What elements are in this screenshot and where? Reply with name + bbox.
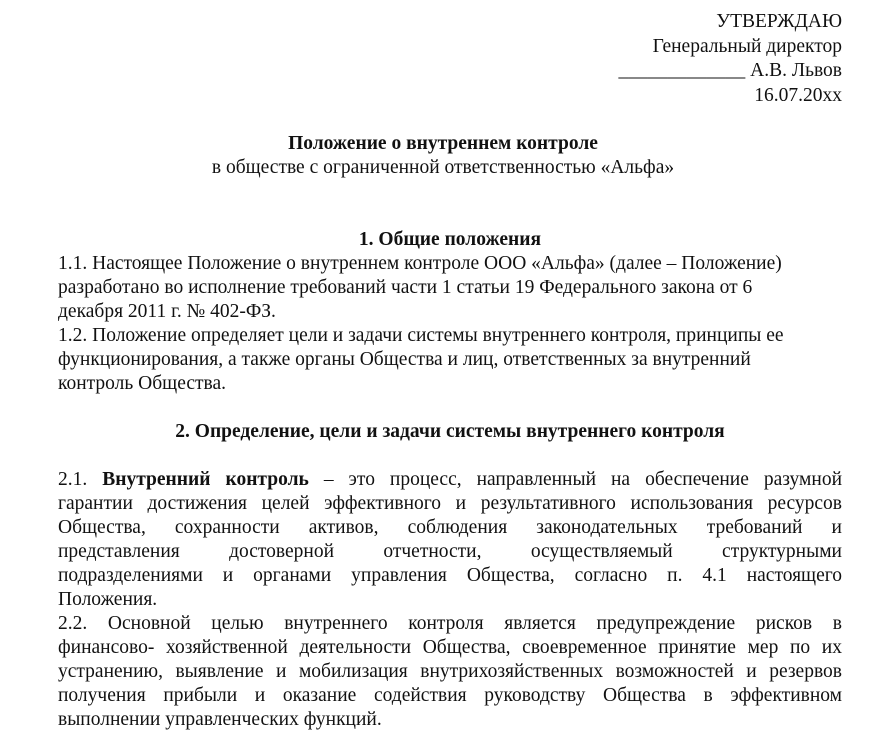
section-2: [58, 420, 842, 732]
text-line: получения прибыли и оказание содействия руководству Общества в эффективном: [58, 685, 842, 706]
approval-block: [619, 10, 843, 108]
text-line: представления достоверной отчетности, осуществляемый структурными: [58, 541, 842, 562]
approval-position: Генеральный директор: [652, 35, 842, 57]
text-line: контроль Общества.: [58, 373, 226, 394]
text-line: 1.2. Положение определяет цели и задачи системы внутреннего контроля, принципы ее: [58, 325, 784, 346]
paragraph-2-1-first-line: [58, 468, 842, 492]
text-line: разработано во исполнение требований части 1 статьи 19 Федерального закона от 6: [58, 277, 753, 298]
approval-signature: _____________ А.В. Львов: [618, 60, 842, 81]
text-line: подразделениями и органами управления Общества, согласно п. 4.1 настоящего: [58, 565, 842, 586]
text-line: 2.2. Основной целью внутреннего контроля является предупреждение рисков в: [58, 613, 842, 634]
text-span: – это процесс, направленный на обеспечение разумной: [323, 469, 843, 490]
text-line: выполнении управленческих функций.: [58, 709, 382, 730]
text-line: 1.1. Настоящее Положение о внутреннем контроле ООО «Альфа» (далее – Положение): [58, 253, 782, 274]
approval-date: 16.07.20хх: [754, 84, 842, 106]
section-2-heading: 2. Определение, цели и задачи системы внутреннего контроля: [175, 421, 725, 442]
document-title: [0, 132, 886, 180]
paragraph-number: 2.1.: [58, 469, 88, 490]
title-sub: в обществе с ограниченной ответственностью «Альфа»: [211, 157, 675, 178]
text-line: Положения.: [58, 589, 158, 610]
title-main: Положение о внутреннем контроле: [288, 133, 598, 154]
section-1: [58, 228, 842, 396]
text-line: финансово- хозяйственной деятельности Общества, своевременное принятие мер по их: [58, 637, 842, 658]
text-line: Общества, сохранности активов, соблюдения законодательных требований и: [58, 517, 842, 538]
text-line: функционирования, а также органы Общества и лиц, ответственных за внутренний: [58, 349, 751, 370]
text-line: устранению, выявление и мобилизация внутрихозяйственных возможностей и резервов: [58, 661, 842, 682]
text-line: гарантии достижения целей эффективного и результативного использования ресурсов: [58, 493, 842, 514]
text-line: декабря 2011 г. № 402-ФЗ.: [58, 301, 276, 322]
defined-term: Внутренний контроль: [102, 469, 309, 490]
approval-heading: УТВЕРЖДАЮ: [716, 11, 842, 32]
section-1-heading: 1. Общие положения: [358, 229, 542, 250]
